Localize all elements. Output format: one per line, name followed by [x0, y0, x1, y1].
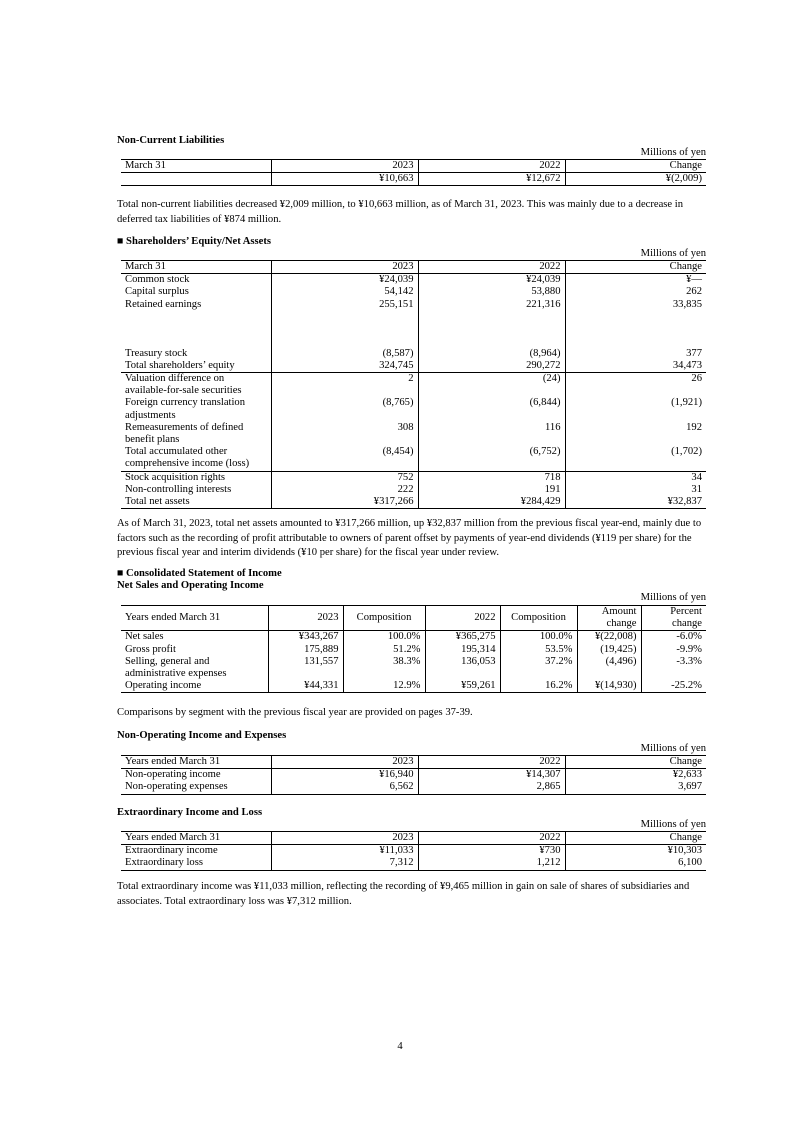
- cell-value: ¥12,672: [418, 173, 565, 186]
- row-label: Remeasurements of defined benefit plans: [125, 421, 244, 446]
- table-row: [121, 286, 706, 298]
- table-row: [121, 769, 706, 782]
- header-cell: Change: [565, 160, 706, 173]
- table-row: [121, 348, 706, 360]
- cell-value: 53.5%: [500, 644, 577, 656]
- cell-value: (1,921): [565, 397, 706, 421]
- cell-value: (19,425): [577, 644, 641, 656]
- noncurrent-table: [121, 159, 706, 186]
- row-label: Common stock: [125, 274, 190, 286]
- cell-value: 6,562: [271, 781, 418, 794]
- cell-value: 2: [271, 373, 418, 398]
- cell-value: ¥10,303: [565, 845, 706, 858]
- table-row: [121, 644, 706, 656]
- cell-value: ¥—: [565, 274, 706, 287]
- cell-value: 222: [271, 484, 418, 496]
- table-row: [121, 680, 706, 693]
- income-paragraph: Comparisons by segment with the previous fiscal year are provided on pages 37-39.: [117, 707, 473, 718]
- equity-heading: ■ Shareholders’ Equity/Net Assets: [117, 236, 272, 247]
- cell-value: 752: [271, 471, 418, 484]
- header-cell: Composition: [343, 606, 425, 631]
- row-label: Valuation difference on available-for-sale securities: [121, 373, 271, 398]
- cell-value: ¥16,940: [271, 769, 418, 782]
- header-cell: Amount change: [577, 606, 641, 631]
- cell-value: -25.2%: [641, 680, 706, 693]
- header-cell: 2022: [425, 606, 500, 631]
- table-row: [121, 484, 706, 496]
- table-row: [121, 274, 706, 287]
- table-row: [121, 173, 706, 186]
- row-label: Capital surplus: [125, 286, 189, 298]
- cell-value: ¥(2,009): [565, 173, 706, 186]
- cell-value: 136,053: [425, 656, 500, 680]
- table-header-row: [121, 606, 706, 631]
- nonop-table: [121, 755, 706, 795]
- cell-value: 31: [565, 484, 706, 496]
- cell-value: 308: [271, 422, 418, 446]
- cell-value: ¥10,663: [271, 173, 418, 186]
- income-heading: ■ Consolidated Statement of Income: [117, 568, 282, 579]
- row-label: Total net assets: [121, 496, 271, 509]
- row-label: Gross profit: [125, 643, 176, 655]
- cell-value: 100.0%: [500, 631, 577, 644]
- table-row: [121, 446, 706, 471]
- cell-value: 53,880: [418, 286, 565, 298]
- cell-value: 51.2%: [343, 644, 425, 656]
- table-row: [121, 373, 706, 398]
- header-cell: Years ended March 31: [121, 832, 271, 845]
- equity-unit: Millions of yen: [640, 248, 706, 259]
- cell-value: ¥730: [418, 845, 565, 858]
- cell-value: 2,865: [418, 781, 565, 794]
- cell-value: (6,752): [418, 446, 565, 471]
- cell-value: 718: [418, 471, 565, 484]
- cell-value: (8,587): [271, 348, 418, 360]
- extra-table: [121, 831, 706, 871]
- cell-value: (8,964): [418, 348, 565, 360]
- row-label: Net sales: [125, 631, 164, 643]
- equity-paragraph: As of March 31, 2023, total net assets amounted to ¥317,266 million, up ¥32,837 million from the previous fiscal year-end, mainly due to factors such as the recording of profit attributable to owners of parent offset by payments of year-end dividends (¥119 per share) for the previous fiscal year and interim dividends (¥10 per share) for the fiscal year under review.: [117, 518, 702, 559]
- header-cell: 2023: [271, 160, 418, 173]
- cell-value: ¥32,837: [565, 496, 706, 509]
- header-cell: Change: [565, 261, 706, 274]
- noncurrent-heading: Non-Current Liabilities: [117, 135, 225, 146]
- header-cell: 2022: [418, 160, 565, 173]
- cell-value: 116: [418, 422, 565, 446]
- cell-value: (1,702): [565, 446, 706, 471]
- table-row: [121, 471, 706, 484]
- cell-value: (6,844): [418, 397, 565, 421]
- cell-value: 262: [565, 286, 706, 298]
- income-table: [121, 605, 706, 693]
- header-cell: 2023: [268, 606, 343, 631]
- cell-value: ¥(14,930): [577, 680, 641, 693]
- header-cell: Change: [565, 832, 706, 845]
- row-label: Stock acquisition rights: [121, 471, 271, 484]
- cell-value: ¥(22,008): [577, 631, 641, 644]
- cell-value: (24): [418, 373, 565, 398]
- row-label: Non-operating income: [125, 769, 221, 781]
- cell-value: -9.9%: [641, 644, 706, 656]
- header-cell: 2023: [271, 261, 418, 274]
- header-cell: March 31: [121, 160, 271, 173]
- cell-value: ¥343,267: [268, 631, 343, 644]
- noncurrent-paragraph: Total non-current liabilities decreased ¥2,009 million, to ¥10,663 million, as of March 31, 2023. This was mainly due to a decrease in deferred tax liabilities of ¥874 million.: [117, 199, 683, 225]
- table-row: [121, 631, 706, 644]
- cell-value: 34: [565, 471, 706, 484]
- nonop-heading: Non-Operating Income and Expenses: [117, 730, 287, 741]
- cell-value: (8,765): [271, 397, 418, 421]
- table-header-row: [121, 756, 706, 769]
- equity-table: [121, 260, 706, 509]
- income-unit: Millions of yen: [640, 592, 706, 603]
- cell-value: 16.2%: [500, 680, 577, 693]
- cell-value: (8,454): [271, 446, 418, 471]
- cell-value: ¥14,307: [418, 769, 565, 782]
- cell-value: ¥284,429: [418, 496, 565, 509]
- row-label: Operating income: [121, 680, 268, 693]
- header-cell: 2022: [418, 756, 565, 769]
- table-row: [121, 299, 706, 348]
- row-label: Foreign currency translation adjustments: [125, 397, 246, 421]
- cell-value: 3,697: [565, 781, 706, 794]
- table-header-row: [121, 832, 706, 845]
- cell-value: ¥317,266: [271, 496, 418, 509]
- cell-value: 1,212: [418, 857, 565, 870]
- table-header-row: [121, 261, 706, 274]
- cell-value: ¥24,039: [271, 274, 418, 287]
- header-cell: 2022: [418, 832, 565, 845]
- row-label: Non-controlling interests: [125, 483, 232, 495]
- table-row: [121, 422, 706, 446]
- cell-value: 26: [565, 373, 706, 398]
- table-row: [121, 397, 706, 421]
- cell-value: ¥365,275: [425, 631, 500, 644]
- header-cell: March 31: [121, 261, 271, 274]
- cell-value: 175,889: [268, 644, 343, 656]
- table-row: [121, 496, 706, 509]
- cell-value: 54,142: [271, 286, 418, 298]
- cell-value: (4,496): [577, 656, 641, 680]
- cell-value: -6.0%: [641, 631, 706, 644]
- cell-value: ¥2,633: [565, 769, 706, 782]
- row-label: Non-operating expenses: [121, 781, 271, 794]
- row-label: Total shareholders’ equity: [125, 359, 235, 371]
- row-label: Extraordinary loss: [121, 857, 271, 870]
- table-row: [121, 656, 706, 680]
- table-row: [121, 360, 706, 373]
- row-label: Extraordinary income: [125, 845, 218, 857]
- cell-value: 6,100: [565, 857, 706, 870]
- cell-value: 12.9%: [343, 680, 425, 693]
- cell-value: 324,745: [271, 360, 418, 373]
- cell-value: 221,316: [418, 299, 565, 348]
- cell-value: 255,151: [271, 299, 418, 348]
- row-label: Retained earnings: [125, 298, 202, 310]
- cell-value: 34,473: [565, 360, 706, 373]
- header-cell: Percent change: [641, 606, 706, 631]
- header-cell: 2023: [271, 756, 418, 769]
- page-number: 4: [397, 1041, 403, 1052]
- header-cell: Years ended March 31: [121, 756, 271, 769]
- cell-value: 290,272: [418, 360, 565, 373]
- row-label: Selling, general and administrative expenses: [125, 655, 227, 680]
- cell-value: 7,312: [271, 857, 418, 870]
- table-header-row: [121, 160, 706, 173]
- cell-value: ¥59,261: [425, 680, 500, 693]
- table-row: [121, 781, 706, 794]
- income-subheading: Net Sales and Operating Income: [117, 580, 264, 591]
- cell-value: 33,835: [565, 299, 706, 348]
- table-row: [121, 857, 706, 870]
- row-label: Treasury stock: [125, 347, 188, 359]
- table-row: [121, 845, 706, 858]
- cell-value: -3.3%: [641, 656, 706, 680]
- cell-value: ¥11,033: [271, 845, 418, 858]
- header-cell: Composition: [500, 606, 577, 631]
- cell-value: 100.0%: [343, 631, 425, 644]
- cell-value: 37.2%: [500, 656, 577, 680]
- cell-value: 131,557: [268, 656, 343, 680]
- header-cell: 2023: [271, 832, 418, 845]
- row-label: Total accumulated other comprehensive income (loss): [125, 446, 250, 470]
- cell-value: ¥44,331: [268, 680, 343, 693]
- row-label: [121, 173, 271, 186]
- cell-value: ¥24,039: [418, 274, 565, 287]
- header-cell: Years ended March 31: [121, 606, 268, 631]
- cell-value: 377: [565, 348, 706, 360]
- extra-unit: Millions of yen: [640, 819, 706, 830]
- header-cell: Change: [565, 756, 706, 769]
- header-cell: 2022: [418, 261, 565, 274]
- extra-paragraph: Total extraordinary income was ¥11,033 million, reflecting the recording of ¥9,465 million in gain on sale of shares of subsidiaries and associates. Total extraordinary loss was ¥7,312 million.: [117, 881, 690, 907]
- nonop-unit: Millions of yen: [640, 743, 706, 754]
- extra-heading: Extraordinary Income and Loss: [117, 807, 263, 818]
- cell-value: 195,314: [425, 644, 500, 656]
- cell-value: 191: [418, 484, 565, 496]
- cell-value: 192: [565, 422, 706, 446]
- noncurrent-unit: Millions of yen: [640, 147, 706, 158]
- cell-value: 38.3%: [343, 656, 425, 680]
